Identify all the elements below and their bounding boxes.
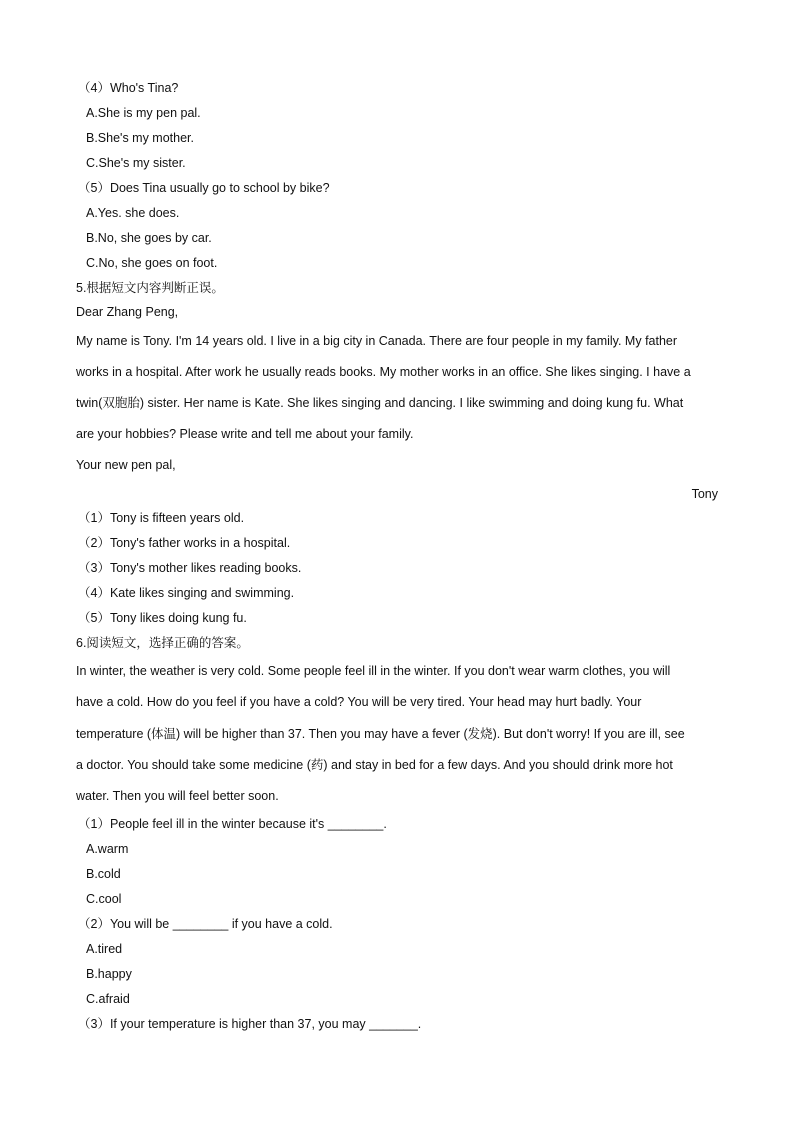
statement-item: （3）Tony's mother likes reading books.	[78, 561, 302, 575]
paragraph-line: In winter, the weather is very cold. Some people feel ill in the winter. If you don't wear warm clothes, you will	[76, 664, 671, 678]
answer-option: A.warm	[86, 842, 129, 856]
answer-option: A.She is my pen pal.	[86, 106, 201, 120]
section-heading: 6.阅读短文，选择正确的答案。	[76, 636, 249, 650]
question-stem: （3）If your temperature is higher than 37, you may _______.	[78, 1017, 422, 1031]
question-stem: （5）Does Tina usually go to school by bike?	[78, 181, 330, 195]
answer-option: C.No, she goes on foot.	[86, 256, 218, 270]
answer-option: B.She's my mother.	[86, 131, 194, 145]
paragraph-line: a doctor. You should take some medicine (药) and stay in bed for a few days. And you should drink more hot	[76, 758, 673, 772]
statement-item: （1）Tony is fifteen years old.	[78, 511, 245, 525]
question-stem: （1）People feel ill in the winter because it's ________.	[78, 817, 387, 831]
answer-option: B.happy	[86, 967, 132, 981]
section-heading: 5.根据短文内容判断正误。	[76, 281, 224, 295]
statement-item: （2）Tony's father works in a hospital.	[78, 536, 291, 550]
paragraph-line: temperature (体温) will be higher than 37. Then you may have a fever (发烧). But don't worry! If you are ill, see	[76, 727, 685, 741]
answer-option: C.She's my sister.	[86, 156, 186, 170]
answer-option: B.cold	[86, 867, 121, 881]
paragraph-line: are your hobbies? Please write and tell me about your family.	[76, 427, 414, 441]
answer-option: C.cool	[86, 892, 122, 906]
letter-greeting: Dear Zhang Peng,	[76, 305, 179, 319]
answer-option: A.tired	[86, 942, 123, 956]
question-stem: （4）Who's Tina?	[78, 81, 179, 95]
paragraph-line: twin(双胞胎) sister. Her name is Kate. She likes singing and dancing. I like swimming and doing kung fu. What	[76, 396, 684, 410]
statement-item: （5）Tony likes doing kung fu.	[78, 611, 247, 625]
paragraph-line: works in a hospital. After work he usually reads books. My mother works in an office. She likes singing. I have a	[76, 365, 691, 379]
paragraph-line: have a cold. How do you feel if you have a cold? You will be very tired. Your head may hurt badly. Your	[76, 695, 642, 709]
answer-option: B.No, she goes by car.	[86, 231, 212, 245]
paragraph-line: water. Then you will feel better soon.	[76, 789, 279, 803]
paragraph-line: My name is Tony. I'm 14 years old. I live in a big city in Canada. There are four people in my family. My father	[76, 334, 678, 348]
letter-closing: Your new pen pal,	[76, 458, 176, 472]
answer-option: C.afraid	[86, 992, 130, 1006]
letter-signature: Tony	[691, 487, 718, 501]
statement-item: （4）Kate likes singing and swimming.	[78, 586, 295, 600]
answer-option: A.Yes. she does.	[86, 206, 180, 220]
question-stem: （2）You will be ________ if you have a cold.	[78, 917, 333, 931]
